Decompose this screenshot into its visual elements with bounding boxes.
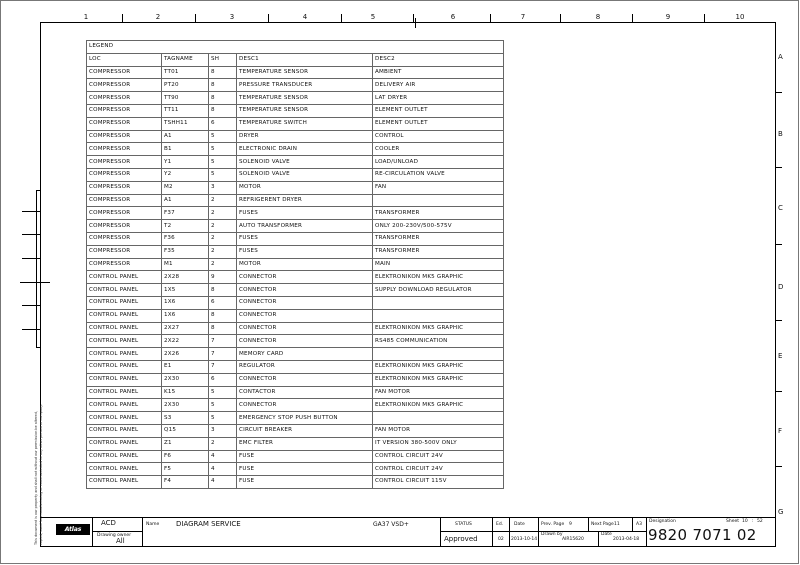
table-row <box>87 463 504 476</box>
cell-desc2 <box>373 309 504 322</box>
cell-desc2: LOAD/UNLOAD <box>373 156 504 169</box>
date-label: Date <box>514 522 525 527</box>
table-row <box>87 92 504 105</box>
row-divider <box>776 167 782 168</box>
cell-desc2: LAT DRYER <box>373 92 504 105</box>
table-row <box>87 181 504 194</box>
table-row <box>87 284 504 297</box>
cell-loc: COMPRESSOR <box>87 181 162 194</box>
cell-tagname: 2X26 <box>162 348 209 361</box>
cell-desc1: CONNECTOR <box>237 399 373 412</box>
cell-desc1: REGULATOR <box>237 360 373 373</box>
cell-desc2: ONLY 200-230V/500-575V <box>373 220 504 233</box>
column-divider <box>195 14 196 22</box>
cell-loc: CONTROL PANEL <box>87 412 162 425</box>
cell-sh: 3 <box>209 181 237 194</box>
column-divider <box>704 14 705 22</box>
cell-tagname: TT01 <box>162 66 209 79</box>
cell-desc2: ELEMENT OUTLET <box>373 117 504 130</box>
atlas-copco-logo: Atlas Copco <box>56 524 90 535</box>
left-tick <box>22 258 40 259</box>
cell-desc2: TRANSFORMER <box>373 245 504 258</box>
table-row <box>87 207 504 220</box>
cell-tagname: TT90 <box>162 92 209 105</box>
cell-desc2: ELEKTRONIKON MK5 GRAPHIC <box>373 271 504 284</box>
cell-sh: 7 <box>209 360 237 373</box>
cell-loc: CONTROL PANEL <box>87 424 162 437</box>
row-letter: C <box>778 204 783 212</box>
cell-loc: COMPRESSOR <box>87 117 162 130</box>
table-row <box>87 335 504 348</box>
cell-sh: 5 <box>209 399 237 412</box>
cell-desc1: PRESSURE TRANSDUCER <box>237 79 373 92</box>
cell-loc: COMPRESSOR <box>87 194 162 207</box>
cell-desc1: AUTO TRANSFORMER <box>237 220 373 233</box>
column-divider <box>413 14 414 22</box>
cell-loc: COMPRESSOR <box>87 104 162 117</box>
cell-desc1: FUSE <box>237 476 373 489</box>
cell-loc: COMPRESSOR <box>87 258 162 271</box>
cell-loc: CONTROL PANEL <box>87 463 162 476</box>
table-row <box>87 66 504 79</box>
cell-desc2: RE-CIRCULATION VALVE <box>373 168 504 181</box>
sheet-label: Sheet <box>726 519 740 524</box>
cell-tagname: Y1 <box>162 156 209 169</box>
date-value: 2013-10-14 <box>511 537 538 542</box>
cell-sh: 6 <box>209 117 237 130</box>
row-letter: B <box>778 130 783 138</box>
cell-sh: 5 <box>209 156 237 169</box>
cell-desc1: EMERGENCY STOP PUSH BUTTON <box>237 412 373 425</box>
cell-sh: 5 <box>209 130 237 143</box>
cell-loc: COMPRESSOR <box>87 79 162 92</box>
cell-desc1: CONNECTOR <box>237 335 373 348</box>
cell-tagname: 1X6 <box>162 296 209 309</box>
cell-sh: 7 <box>209 335 237 348</box>
legend-table <box>86 40 504 489</box>
cell-sh: 2 <box>209 245 237 258</box>
header-desc1: DESC1 <box>237 53 373 66</box>
cell-desc1: CONNECTOR <box>237 322 373 335</box>
status-value: Approved <box>444 535 478 543</box>
cell-desc1: FUSES <box>237 245 373 258</box>
cell-loc: COMPRESSOR <box>87 130 162 143</box>
drawing-owner-value: All <box>116 537 125 545</box>
header-sh: SH <box>209 53 237 66</box>
cell-desc2: RS485 COMMUNICATION <box>373 335 504 348</box>
cell-desc2 <box>373 412 504 425</box>
cell-sh: 2 <box>209 220 237 233</box>
cell-desc2: CONTROL CIRCUIT 24V <box>373 450 504 463</box>
column-divider <box>122 14 123 22</box>
cell-desc2: FAN MOTOR <box>373 386 504 399</box>
cell-tagname: S3 <box>162 412 209 425</box>
table-row <box>87 220 504 233</box>
table-row <box>87 360 504 373</box>
cell-desc2: AMBIENT <box>373 66 504 79</box>
cell-loc: CONTROL PANEL <box>87 309 162 322</box>
cell-sh: 8 <box>209 322 237 335</box>
prev-page-value: 9 <box>569 522 572 527</box>
cell-sh: 8 <box>209 66 237 79</box>
cell-loc: CONTROL PANEL <box>87 335 162 348</box>
table-row <box>87 271 504 284</box>
table-row <box>87 476 504 489</box>
sheet-number: 10 <box>742 519 748 524</box>
cell-desc1: MOTOR <box>237 258 373 271</box>
cell-tagname: 2X27 <box>162 322 209 335</box>
header-tagname: TAGNAME <box>162 53 209 66</box>
drawn-by-value: AIR15620 <box>562 537 584 542</box>
cell-sh: 5 <box>209 412 237 425</box>
cell-desc1: SOLENOID VALVE <box>237 156 373 169</box>
column-number: 7 <box>520 13 526 21</box>
cell-tagname: F6 <box>162 450 209 463</box>
cell-tagname: 2X28 <box>162 271 209 284</box>
cell-desc1: EMC FILTER <box>237 437 373 450</box>
cell-tagname: E1 <box>162 360 209 373</box>
cell-tagname: A1 <box>162 130 209 143</box>
cell-tagname: 2X30 <box>162 373 209 386</box>
date2-value: 2013-04-18 <box>613 537 640 542</box>
cell-desc2: DELIVERY AIR <box>373 79 504 92</box>
cell-loc: CONTROL PANEL <box>87 296 162 309</box>
cell-tagname: TT11 <box>162 104 209 117</box>
row-divider <box>776 320 782 321</box>
cell-desc1: TEMPERATURE SWITCH <box>237 117 373 130</box>
date2-label: Date <box>601 532 612 537</box>
row-letter: G <box>778 508 784 516</box>
acd-label: ACD <box>101 519 116 527</box>
column-number: 4 <box>302 13 308 21</box>
row-letter: F <box>778 427 783 435</box>
header-loc: LOC <box>87 53 162 66</box>
cell-desc2: CONTROL <box>373 130 504 143</box>
cell-loc: CONTROL PANEL <box>87 322 162 335</box>
cell-desc1: FUSE <box>237 450 373 463</box>
table-row <box>87 79 504 92</box>
cell-desc2 <box>373 296 504 309</box>
column-number: 2 <box>155 13 161 21</box>
cell-loc: CONTROL PANEL <box>87 399 162 412</box>
cell-desc1: FUSES <box>237 207 373 220</box>
cell-desc2: ELEKTRONIKON MK5 GRAPHIC <box>373 360 504 373</box>
cell-sh: 4 <box>209 463 237 476</box>
drawing-owner-label: Drawing owner <box>97 533 132 538</box>
sheet-separator: : <box>752 519 754 524</box>
edition-value: 02 <box>498 537 504 542</box>
copyright-note: This document is our property and shall not without our permission be altered, copied, used for manufacturing or communicated to any other person or company. <box>34 404 43 545</box>
column-divider <box>341 14 342 22</box>
cell-desc1: TEMPERATURE SENSOR <box>237 104 373 117</box>
cell-desc2: TRANSFORMER <box>373 207 504 220</box>
row-letter: A <box>778 53 783 61</box>
cell-desc2: COOLER <box>373 143 504 156</box>
name-label: Name <box>146 522 160 527</box>
legend-title-row <box>87 41 504 54</box>
cell-desc1: FUSE <box>237 463 373 476</box>
cell-desc2: FAN <box>373 181 504 194</box>
tb-line <box>92 531 142 532</box>
table-row <box>87 450 504 463</box>
cell-loc: CONTROL PANEL <box>87 284 162 297</box>
table-row <box>87 322 504 335</box>
designation-number: 9820 7071 02 <box>648 526 757 544</box>
cell-sh: 2 <box>209 207 237 220</box>
legend-header-row <box>87 53 504 66</box>
cell-desc1: CONNECTOR <box>237 309 373 322</box>
cell-tagname: Q15 <box>162 424 209 437</box>
cell-sh: 5 <box>209 386 237 399</box>
cell-desc1: TEMPERATURE SENSOR <box>237 92 373 105</box>
cell-sh: 2 <box>209 232 237 245</box>
cell-tagname: 2X22 <box>162 335 209 348</box>
cell-loc: CONTROL PANEL <box>87 450 162 463</box>
cell-desc1: REFRIGERENT DRYER <box>237 194 373 207</box>
tb-divider <box>92 517 93 547</box>
cell-tagname: B1 <box>162 143 209 156</box>
tb-divider <box>538 517 539 547</box>
cell-tagname: Y2 <box>162 168 209 181</box>
table-row <box>87 117 504 130</box>
left-margin-box <box>36 190 40 348</box>
table-row <box>87 143 504 156</box>
cell-sh: 8 <box>209 104 237 117</box>
cell-tagname: F5 <box>162 463 209 476</box>
table-row <box>87 194 504 207</box>
cell-desc2: SUPPLY DOWNLOAD REGULATOR <box>373 284 504 297</box>
table-row <box>87 424 504 437</box>
tb-divider <box>632 517 633 531</box>
row-letter: E <box>778 352 783 360</box>
cell-sh: 9 <box>209 271 237 284</box>
drawing-name: DIAGRAM SERVICE <box>176 520 241 528</box>
header-desc2: DESC2 <box>373 53 504 66</box>
column-divider <box>560 14 561 22</box>
cell-tagname: M1 <box>162 258 209 271</box>
cell-tagname: 2X30 <box>162 399 209 412</box>
cell-desc2 <box>373 348 504 361</box>
cell-desc1: CONNECTOR <box>237 284 373 297</box>
status-label: STATUS <box>455 522 472 527</box>
cell-desc2: MAIN <box>373 258 504 271</box>
cell-tagname: F36 <box>162 232 209 245</box>
cell-loc: COMPRESSOR <box>87 92 162 105</box>
cell-desc1: CIRCUIT BREAKER <box>237 424 373 437</box>
left-tick <box>22 211 40 212</box>
cell-loc: COMPRESSOR <box>87 66 162 79</box>
cell-loc: COMPRESSOR <box>87 232 162 245</box>
table-row <box>87 258 504 271</box>
cell-loc: CONTROL PANEL <box>87 271 162 284</box>
cell-desc2: IT VERSION 380-500V ONLY <box>373 437 504 450</box>
tb-divider <box>492 517 493 547</box>
cell-tagname: TSHH11 <box>162 117 209 130</box>
table-row <box>87 399 504 412</box>
cell-loc: COMPRESSOR <box>87 168 162 181</box>
cell-sh: 6 <box>209 373 237 386</box>
cell-sh: 7 <box>209 348 237 361</box>
tb-divider <box>598 531 599 547</box>
cell-tagname: F4 <box>162 476 209 489</box>
cell-desc1: TEMPERATURE SENSOR <box>237 66 373 79</box>
left-tick <box>22 305 40 306</box>
cell-desc2: ELEMENT OUTLET <box>373 104 504 117</box>
cell-sh: 2 <box>209 194 237 207</box>
cell-desc2: ELEKTRONIKON MK5 GRAPHIC <box>373 399 504 412</box>
legend-title: LEGEND <box>87 41 504 54</box>
tb-divider <box>646 517 647 547</box>
column-number: 1 <box>83 13 89 21</box>
cell-tagname: K15 <box>162 386 209 399</box>
table-row <box>87 156 504 169</box>
cell-sh: 5 <box>209 168 237 181</box>
row-divider <box>776 391 782 392</box>
cell-desc1: DRYER <box>237 130 373 143</box>
cell-sh: 2 <box>209 258 237 271</box>
tb-divider <box>440 517 441 547</box>
cell-sh: 2 <box>209 437 237 450</box>
table-row <box>87 386 504 399</box>
cell-sh: 8 <box>209 79 237 92</box>
column-divider <box>268 14 269 22</box>
cell-desc2 <box>373 194 504 207</box>
cell-desc2: FAN MOTOR <box>373 424 504 437</box>
cell-tagname: A1 <box>162 194 209 207</box>
table-row <box>87 245 504 258</box>
cell-sh: 5 <box>209 143 237 156</box>
cell-tagname: M2 <box>162 181 209 194</box>
center-mark <box>415 18 416 28</box>
cell-loc: COMPRESSOR <box>87 156 162 169</box>
cell-sh: 8 <box>209 92 237 105</box>
table-row <box>87 232 504 245</box>
cell-desc1: ELECTRONIC DRAIN <box>237 143 373 156</box>
cell-desc1: CONTACTOR <box>237 386 373 399</box>
next-page-value: 11 <box>614 522 620 527</box>
table-row <box>87 104 504 117</box>
next-page-label: Next Page <box>591 522 614 527</box>
cell-tagname: PT20 <box>162 79 209 92</box>
cell-loc: COMPRESSOR <box>87 220 162 233</box>
column-divider <box>490 14 491 22</box>
column-number: 5 <box>370 13 376 21</box>
drawn-by-label: Drawn by <box>541 532 563 537</box>
table-row <box>87 296 504 309</box>
cell-loc: CONTROL PANEL <box>87 373 162 386</box>
cell-loc: COMPRESSOR <box>87 245 162 258</box>
cell-loc: COMPRESSOR <box>87 143 162 156</box>
column-number: 9 <box>665 13 671 21</box>
tb-divider <box>588 517 589 531</box>
row-divider <box>776 466 782 467</box>
cell-desc1: CONNECTOR <box>237 373 373 386</box>
designation-label: Designation <box>649 519 676 524</box>
left-tick <box>22 234 40 235</box>
cell-loc: CONTROL PANEL <box>87 386 162 399</box>
column-divider <box>632 14 633 22</box>
cell-desc1: FUSES <box>237 232 373 245</box>
table-row <box>87 348 504 361</box>
cell-loc: CONTROL PANEL <box>87 437 162 450</box>
cell-tagname: 1X5 <box>162 284 209 297</box>
cell-desc2: CONTROL CIRCUIT 115V <box>373 476 504 489</box>
table-row <box>87 373 504 386</box>
row-letter: D <box>778 283 784 291</box>
cell-desc1: CONNECTOR <box>237 296 373 309</box>
cell-desc2: ELEKTRONIKON MK5 GRAPHIC <box>373 373 504 386</box>
cell-sh: 3 <box>209 424 237 437</box>
column-number: 8 <box>595 13 601 21</box>
product-name: GA37 VSD+ <box>373 521 409 528</box>
column-number: 10 <box>735 13 745 21</box>
table-row <box>87 130 504 143</box>
cell-tagname: T2 <box>162 220 209 233</box>
cell-sh: 4 <box>209 450 237 463</box>
tb-divider <box>142 517 143 547</box>
cell-sh: 4 <box>209 476 237 489</box>
table-row <box>87 412 504 425</box>
cell-loc: CONTROL PANEL <box>87 476 162 489</box>
left-center-tick <box>20 282 50 283</box>
row-divider <box>776 244 782 245</box>
cell-desc2: TRANSFORMER <box>373 232 504 245</box>
cell-desc2: ELEKTRONIKON MK5 GRAPHIC <box>373 322 504 335</box>
cell-tagname: 1X6 <box>162 309 209 322</box>
cell-desc1: MEMORY CARD <box>237 348 373 361</box>
cell-sh: 8 <box>209 284 237 297</box>
cell-desc1: SOLENOID VALVE <box>237 168 373 181</box>
cell-desc2: CONTROL CIRCUIT 24V <box>373 463 504 476</box>
row-divider <box>776 92 782 93</box>
table-row <box>87 309 504 322</box>
prev-page-label: Prev. Page <box>541 522 565 527</box>
cell-tagname: Z1 <box>162 437 209 450</box>
cell-desc1: CONNECTOR <box>237 271 373 284</box>
cell-loc: CONTROL PANEL <box>87 360 162 373</box>
left-tick <box>22 329 40 330</box>
edition-label: Ed. <box>496 522 504 527</box>
cell-tagname: F37 <box>162 207 209 220</box>
cell-sh: 6 <box>209 296 237 309</box>
cell-loc: COMPRESSOR <box>87 207 162 220</box>
table-row <box>87 437 504 450</box>
table-row <box>87 168 504 181</box>
format-value: A3 <box>636 522 642 527</box>
cell-sh: 8 <box>209 309 237 322</box>
cell-desc1: MOTOR <box>237 181 373 194</box>
column-number: 3 <box>229 13 235 21</box>
column-number: 6 <box>450 13 456 21</box>
cell-tagname: F35 <box>162 245 209 258</box>
tb-divider <box>509 517 510 547</box>
sheet-total: 52 <box>757 519 763 524</box>
cell-loc: CONTROL PANEL <box>87 348 162 361</box>
